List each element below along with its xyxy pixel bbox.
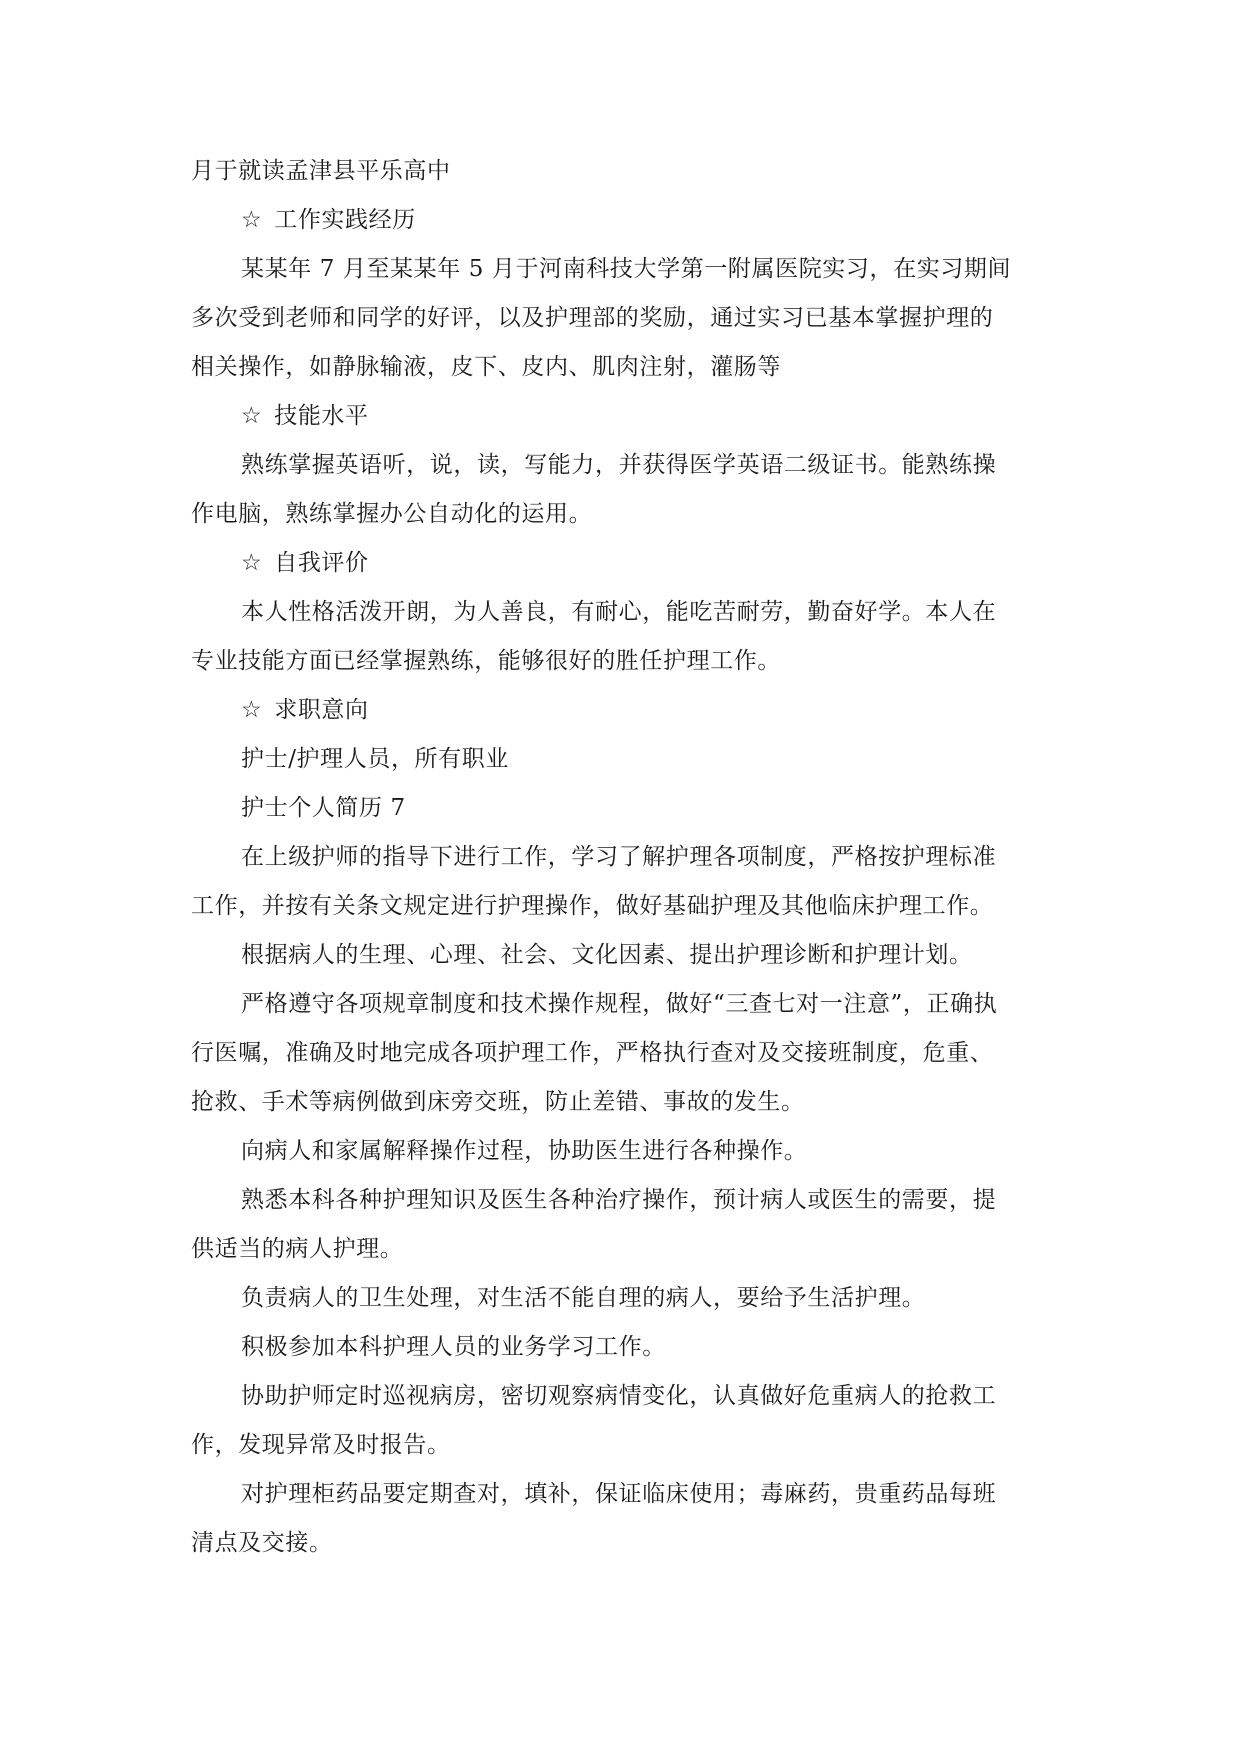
section-heading-label: 求职意向 (274, 697, 369, 723)
resume-title: 护士个人简历 7 (241, 795, 406, 821)
text-line: 对护理柜药品要定期查对，填补，保证临床使用；毒麻药，贵重药品每班 (241, 1481, 997, 1507)
section-heading (191, 206, 1053, 235)
text-line: 供适当的病人护理。 (191, 1236, 404, 1262)
section-heading (191, 549, 1053, 578)
text-line: 作电脑，熟练掌握办公自动化的运用。 (191, 501, 593, 527)
star-icon: ☆ (241, 207, 263, 233)
section-heading-label: 技能水平 (274, 403, 369, 429)
text-line: 负责病人的卫生处理，对生活不能自理的病人，要给予生活护理。 (241, 1285, 926, 1311)
text-line: 护士/护理人员，所有职业 (241, 746, 509, 772)
text-line: 熟练掌握英语听，说，读，写能力，并获得医学英语二级证书。能熟练操 (241, 452, 997, 478)
text-line: 积极参加本科护理人员的业务学习工作。 (241, 1334, 666, 1360)
star-icon: ☆ (241, 697, 263, 723)
text-line: 根据病人的生理、心理、社会、文化因素、提出护理诊断和护理计划。 (241, 942, 973, 968)
text-line: 向病人和家属解释操作过程，协助医生进行各种操作。 (241, 1138, 808, 1164)
text-line: 多次受到老师和同学的好评，以及护理部的奖励，通过实习已基本掌握护理的 (191, 305, 994, 331)
text-line: 作，发现异常及时报告。 (191, 1432, 451, 1458)
text-line: 熟悉本科各种护理知识及医生各种治疗操作，预计病人或医生的需要，提 (241, 1187, 997, 1213)
text-line: 相关操作，如静脉输液，皮下、皮内、肌肉注射，灌肠等 (191, 354, 781, 380)
text-line: 工作，并按有关条文规定进行护理操作，做好基础护理及其他临床护理工作。 (191, 893, 994, 919)
text-line: 专业技能方面已经掌握熟练，能够很好的胜任护理工作。 (191, 648, 781, 674)
text-line: 本人性格活泼开朗，为人善良，有耐心，能吃苦耐劳，勤奋好学。本人在 (241, 599, 997, 625)
section-heading (191, 696, 1053, 725)
star-icon: ☆ (241, 403, 263, 429)
text-line: 协助护师定时巡视病房，密切观察病情变化，认真做好危重病人的抢救工 (241, 1383, 997, 1409)
section-heading-label: 工作实践经历 (274, 207, 416, 233)
text-line: 在上级护师的指导下进行工作，学习了解护理各项制度，严格按护理标准 (241, 844, 997, 870)
text-line: 清点及交接。 (191, 1530, 333, 1556)
text-line: 严格遵守各项规章制度和技术操作规程，做好“三查七对一注意”，正确执 (241, 991, 998, 1017)
document-page (191, 157, 1053, 1578)
text-line: 抢救、手术等病例做到床旁交班，防止差错、事故的发生。 (191, 1089, 805, 1115)
section-heading-label: 自我评价 (274, 550, 369, 576)
star-icon: ☆ (241, 550, 263, 576)
text-line: 某某年 7 月至某某年 5 月于河南科技大学第一附属医院实习，在实习期间 (241, 256, 1012, 282)
text-line: 月于就读孟津县平乐高中 (191, 158, 451, 184)
text-line: 行医嘱，准确及时地完成各项护理工作，严格执行查对及交接班制度，危重、 (191, 1040, 994, 1066)
section-heading (191, 402, 1053, 431)
